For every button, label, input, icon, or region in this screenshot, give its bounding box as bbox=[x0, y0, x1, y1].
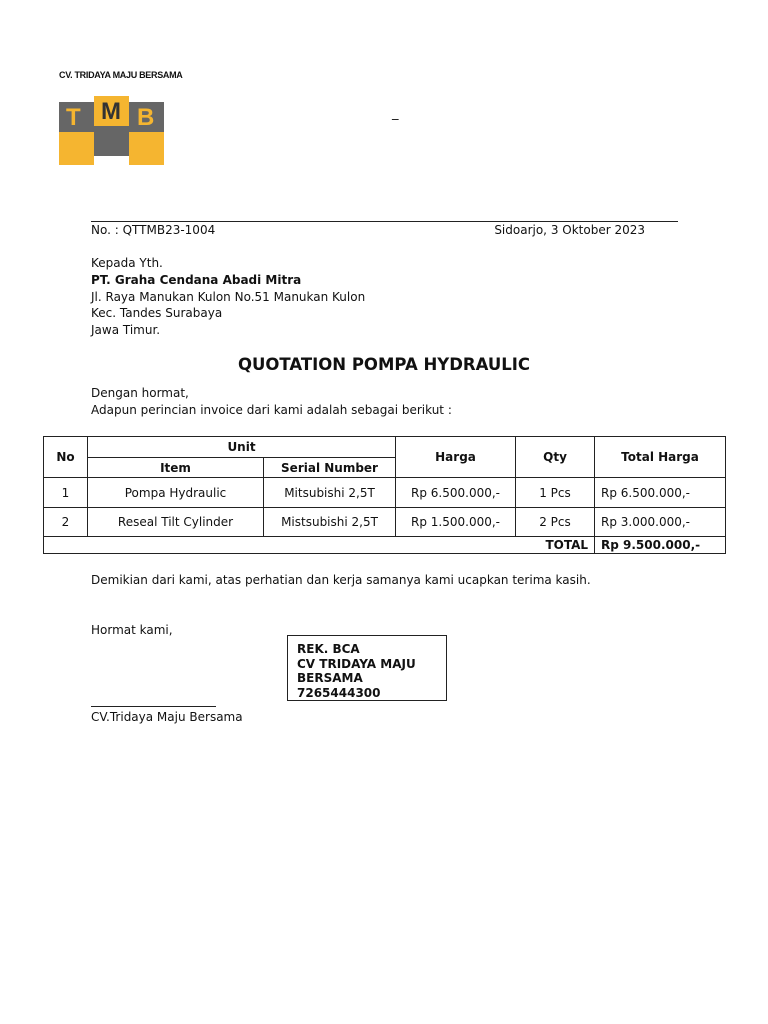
recipient-address-line: Kec. Tandes Surabaya bbox=[91, 306, 223, 320]
intro-line: Dengan hormat, bbox=[91, 386, 189, 400]
row-qty: 2 Pcs bbox=[516, 508, 595, 537]
company-name-small: CV. TRIDAYA MAJU BERSAMA bbox=[59, 70, 183, 80]
header-dash: _ bbox=[392, 106, 399, 121]
row-item: Reseal Tilt Cylinder bbox=[88, 508, 264, 537]
logo-bottom-left-block bbox=[59, 132, 94, 165]
header-total-harga: Total Harga bbox=[595, 437, 726, 478]
header-harga: Harga bbox=[396, 437, 516, 478]
bank-account-box bbox=[287, 635, 447, 701]
signature-name: CV.Tridaya Maju Bersama bbox=[91, 710, 243, 724]
logo-letter-b: B bbox=[137, 104, 155, 131]
header-item: Item bbox=[88, 458, 264, 478]
row-qty: 1 Pcs bbox=[516, 478, 595, 508]
company-logo bbox=[59, 96, 164, 165]
logo-bottom-center-block bbox=[94, 126, 129, 156]
row-serial: Mitsubishi 2,5T bbox=[264, 478, 396, 508]
row-total: Rp 6.500.000,- bbox=[595, 478, 726, 508]
row-serial: Mistsubishi 2,5T bbox=[264, 508, 396, 537]
quotation-table bbox=[43, 436, 726, 554]
document-title: QUOTATION POMPA HYDRAULIC bbox=[237, 355, 531, 374]
row-harga: Rp 6.500.000,- bbox=[396, 478, 516, 508]
bank-line: CV TRIDAYA MAJU bbox=[297, 656, 416, 671]
quotation-number: No. : QTTMB23-1004 bbox=[91, 223, 216, 237]
bank-line: REK. BCA bbox=[297, 642, 360, 656]
closing-text: Demikian dari kami, atas perhatian dan kerja samanya kami ucapkan terima kasih. bbox=[91, 573, 591, 587]
total-value: Rp 9.500.000,- bbox=[595, 537, 726, 554]
recipient-name: PT. Graha Cendana Abadi Mitra bbox=[91, 273, 302, 287]
header-qty: Qty bbox=[516, 437, 595, 478]
header-serial-number: Serial Number bbox=[264, 458, 396, 478]
total-row bbox=[44, 537, 726, 554]
row-no: 1 bbox=[44, 478, 88, 508]
header-unit: Unit bbox=[88, 437, 396, 458]
recipient-address-line: Jawa Timur. bbox=[91, 323, 161, 337]
logo-letter-m: M bbox=[101, 98, 121, 125]
recipient-greeting: Kepada Yth. bbox=[91, 256, 163, 270]
logo-letter-t: T bbox=[66, 104, 81, 131]
row-item: Pompa Hydraulic bbox=[88, 478, 264, 508]
row-no: 2 bbox=[44, 508, 88, 537]
signature-line bbox=[91, 706, 216, 707]
table-row bbox=[44, 478, 726, 508]
place-date: Sidoarjo, 3 Oktober 2023 bbox=[494, 223, 645, 237]
total-label: TOTAL bbox=[44, 537, 595, 554]
intro-line: Adapun perincian invoice dari kami adalah sebagai berikut : bbox=[91, 403, 452, 417]
row-harga: Rp 1.500.000,- bbox=[396, 508, 516, 537]
row-total: Rp 3.000.000,- bbox=[595, 508, 726, 537]
regards-text: Hormat kami, bbox=[91, 623, 173, 637]
logo-bottom-right-block bbox=[129, 132, 164, 165]
bank-line: BERSAMA bbox=[297, 671, 363, 685]
recipient-address-line: Jl. Raya Manukan Kulon No.51 Manukan Kulon bbox=[91, 290, 366, 304]
bank-account-number: 7265444300 bbox=[297, 685, 381, 700]
table-row bbox=[44, 508, 726, 537]
header-no: No bbox=[44, 437, 88, 478]
